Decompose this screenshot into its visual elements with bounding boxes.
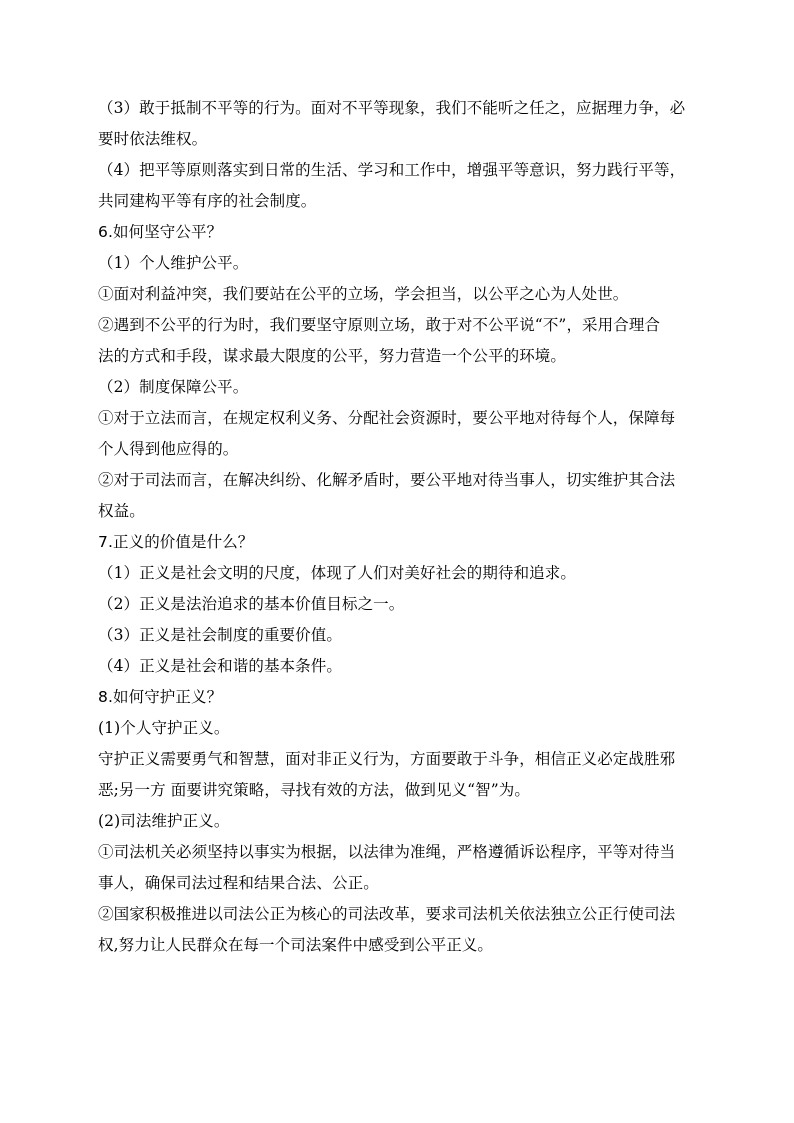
text-line-22: 守护正义需要勇气和智慧，面对非正义行为，方面要敢于斗争，相信正义必定战胜邪 [98, 750, 676, 768]
text-line-13: ②对于司法而言，在解决纠纷、化解矛盾时，要公平地对待当事人，切实维护其合法 [98, 471, 676, 489]
text-line-26: 事人，确保司法过程和结果合法、公正。 [98, 874, 379, 892]
text-line-21: (1)个人守护正义。 [98, 719, 230, 737]
text-line-14: 权益。 [98, 502, 145, 520]
text-line-19: （4）正义是社会和谐的基本条件。 [98, 657, 342, 675]
text-line-24: (2)司法维护正义。 [98, 812, 230, 830]
text-line-27: ②国家积极推进以司法公正为核心的司法改革，要求司法机关依法独立公正行使司法 [98, 905, 676, 923]
text-line-9: 法的方式和手段，谋求最大限度的公平，努力营造一个公平的环境。 [98, 347, 567, 365]
text-line-28: 权,努力让人民群众在每一个司法案件中感受到公平正义。 [98, 936, 494, 954]
text-line-3: （4）把平等原则落实到日常的生活、学习和工作中，增强平等意识，努力践行平等， [98, 161, 686, 179]
text-line-17: （2）正义是法治追求的基本价值目标之一。 [98, 595, 405, 613]
text-line-2: 要时依法维权。 [98, 130, 208, 148]
text-line-4: 共同建构平等有序的社会制度。 [98, 192, 317, 210]
text-line-12: 个人得到他应得的。 [98, 440, 239, 458]
document-body [98, 93, 702, 961]
question-heading-7: 7.正义的价值是什么？ [98, 533, 254, 551]
text-line-25: ①司法机关必须坚持以事实为根据，以法律为准绳，严格遵循诉讼程序，平等对待当 [98, 843, 676, 861]
question-heading-8: 8.如何守护正义？ [98, 688, 223, 706]
text-line-7: ①面对利益冲突，我们要站在公平的立场，学会担当，以公平之心为人处世。 [98, 285, 629, 303]
text-line-16: （1）正义是社会文明的尺度，体现了人们对美好社会的期待和追求。 [98, 564, 576, 582]
text-line-11: ①对于立法而言，在规定权利义务、分配社会资源时，要公平地对待每个人，保障每 [98, 409, 676, 427]
text-line-1: （3）敢于抵制不平等的行为。面对不平等现象，我们不能听之任之，应据理力争，必 [98, 99, 686, 117]
text-line-6: （1）个人维护公平。 [98, 254, 249, 272]
text-line-10: （2）制度保障公平。 [98, 378, 249, 396]
text-line-18: （3）正义是社会制度的重要价值。 [98, 626, 342, 644]
question-heading-6: 6.如何坚守公平？ [98, 223, 223, 241]
text-line-23: 恶;另一方 面要讲究策略，寻找有效的方法，做到见义“智”为。 [98, 781, 530, 799]
text-line-8: ②遇到不公平的行为时，我们要坚守原则立场，敢于对不公平说“不”，采用合理合 [98, 316, 661, 334]
